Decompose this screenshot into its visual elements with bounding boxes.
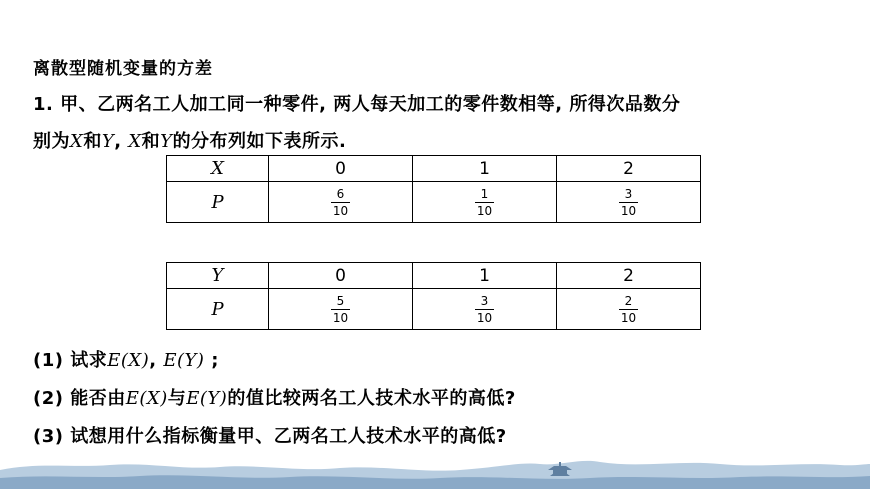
- probability-label: P: [211, 191, 224, 213]
- table-cell-prob-label: [167, 289, 269, 330]
- probability-label: P: [211, 298, 224, 320]
- table-cell-value: 0: [269, 156, 413, 182]
- numerator: 2: [624, 293, 633, 308]
- text-fragment: 和: [141, 131, 161, 152]
- text-fragment: 和: [83, 131, 102, 152]
- question-2: [33, 384, 516, 410]
- variable-x: X: [128, 131, 142, 152]
- table-cell-prob: [269, 182, 413, 223]
- fraction: [475, 188, 494, 217]
- table-cell-prob: [269, 289, 413, 330]
- text-fragment: 与: [167, 388, 187, 409]
- text-fragment: (1) 试求: [33, 350, 108, 371]
- distribution-table-y: [166, 262, 701, 330]
- numerator: 3: [624, 186, 633, 201]
- table-cell-value: 2: [557, 263, 701, 289]
- expectation-x: E(X): [107, 350, 150, 371]
- variable-y: Y: [160, 131, 173, 152]
- distribution-table-x: [166, 155, 701, 223]
- denominator: 10: [476, 203, 493, 218]
- denominator: 10: [332, 310, 349, 325]
- text-fragment: 别为: [33, 131, 70, 152]
- table-cell-value: 1: [413, 263, 557, 289]
- variable-y: Y: [211, 265, 224, 286]
- denominator: 10: [332, 203, 349, 218]
- problem-statement-line1: 1. 甲、乙两名工人加工同一种零件, 两人每天加工的零件数相等, 所得次品数分: [33, 94, 681, 115]
- section-title: 离散型随机变量的方差: [33, 59, 213, 79]
- expectation-y: E(Y): [163, 350, 205, 371]
- text-fragment: ,: [149, 350, 157, 371]
- table-cell-value: 0: [269, 263, 413, 289]
- table-cell-prob: [557, 289, 701, 330]
- numerator: 6: [336, 186, 345, 201]
- text-fragment: 的值比较两名工人技术水平的高低?: [227, 388, 516, 409]
- fraction: [619, 188, 638, 217]
- variable-x: X: [70, 131, 84, 152]
- expectation-x: E(X): [125, 388, 168, 409]
- variable-y: Y: [101, 131, 115, 152]
- fraction: [331, 295, 350, 324]
- table-row-probabilities: [167, 289, 701, 330]
- variable-x: X: [211, 158, 224, 179]
- numerator: 1: [480, 186, 489, 201]
- table-cell-var: [167, 263, 269, 289]
- table-cell-value: 1: [413, 156, 557, 182]
- numerator: 3: [480, 293, 489, 308]
- text-fragment: (2) 能否由: [33, 388, 126, 409]
- table-cell-prob: [413, 289, 557, 330]
- fraction: [331, 188, 350, 217]
- question-3: (3) 试想用什么指标衡量甲、乙两名工人技术水平的高低?: [33, 426, 507, 447]
- text-fragment: ;: [211, 350, 219, 371]
- fraction: [619, 295, 638, 324]
- problem-statement-line2: [33, 127, 346, 153]
- landscape-decoration: [0, 448, 870, 489]
- denominator: 10: [476, 310, 493, 325]
- table-row-values: [167, 263, 701, 289]
- fraction: [475, 295, 494, 324]
- numerator: 5: [336, 293, 345, 308]
- table-cell-prob: [413, 182, 557, 223]
- table-cell-prob: [557, 182, 701, 223]
- table-row-probabilities: [167, 182, 701, 223]
- text-fragment: ,: [114, 131, 122, 152]
- table-cell-var: [167, 156, 269, 182]
- text-fragment: 的分布列如下表所示.: [172, 131, 347, 152]
- denominator: 10: [620, 310, 637, 325]
- table-cell-value: 2: [557, 156, 701, 182]
- question-1: [33, 346, 219, 372]
- table-cell-prob-label: [167, 182, 269, 223]
- denominator: 10: [620, 203, 637, 218]
- expectation-y: E(Y): [186, 388, 228, 409]
- table-row-values: [167, 156, 701, 182]
